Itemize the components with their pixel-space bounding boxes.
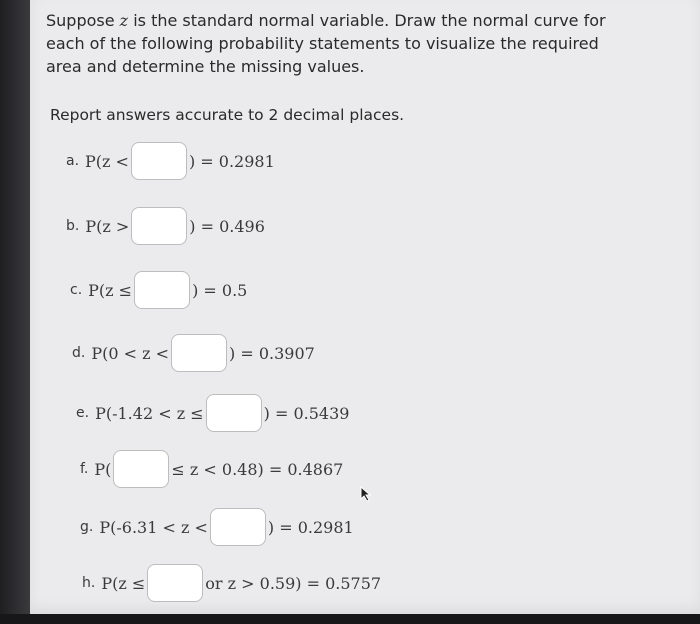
item-a (66, 142, 275, 180)
item-expression-after: ) = 0.2981 (267, 517, 354, 537)
answer-input-f[interactable] (113, 450, 169, 488)
answer-input-c[interactable] (134, 271, 190, 309)
item-d (72, 334, 315, 372)
item-label: f. (80, 461, 89, 477)
question-prompt (46, 9, 636, 78)
item-label: a. (66, 153, 80, 169)
item-expression-after: or z > 0.59) = 0.5757 (205, 573, 382, 593)
item-label: b. (66, 218, 80, 234)
item-expression-before: P(z ≤ (88, 280, 133, 300)
item-expression-before: P(z > (85, 216, 130, 236)
item-expression-before: P(z < (85, 151, 129, 171)
item-h (82, 564, 381, 602)
item-expression-before: P(-6.31 < z < (99, 517, 208, 537)
item-expression-after: ) = 0.3907 (229, 343, 315, 363)
answer-input-g[interactable] (210, 508, 266, 546)
mouse-pointer-icon (360, 486, 374, 506)
item-label: h. (82, 575, 96, 591)
item-expression-before: P(z ≤ (101, 573, 146, 593)
answer-input-h[interactable] (147, 564, 203, 602)
item-e (76, 394, 349, 432)
item-expression-before: P(0 < z < (91, 343, 170, 363)
item-label: c. (70, 282, 83, 298)
item-label: e. (76, 405, 90, 421)
item-label: g. (80, 519, 94, 535)
item-g (80, 508, 354, 546)
item-expression-after: ) = 0.5 (192, 280, 248, 300)
screen-left-edge (0, 0, 30, 624)
item-f (80, 450, 343, 488)
item-expression-before: P(-1.42 < z ≤ (95, 403, 204, 423)
item-c (70, 271, 247, 309)
prompt-variable: z (119, 11, 129, 30)
answer-input-b[interactable] (131, 207, 187, 245)
prompt-text-end: is the standard normal variable. Draw the normal curve for each of the following probability statements to visualize the required area and determine the missing values. (46, 11, 606, 76)
item-expression-after: ) = 0.5439 (263, 403, 350, 423)
screen-bottom-edge (0, 614, 700, 624)
prompt-text-start: Suppose (46, 11, 120, 30)
report-instruction: Report answers accurate to 2 decimal places. (50, 106, 405, 124)
item-b (66, 207, 265, 245)
item-expression-after: ) = 0.2981 (188, 151, 275, 171)
answer-input-e[interactable] (206, 394, 262, 432)
item-expression-before: P( (94, 459, 112, 479)
item-expression-after: ) = 0.496 (189, 216, 265, 236)
answer-input-a[interactable] (131, 142, 187, 180)
item-expression-after: ≤ z < 0.48) = 0.4867 (171, 459, 344, 479)
item-label: d. (72, 345, 86, 361)
answer-input-d[interactable] (171, 334, 227, 372)
